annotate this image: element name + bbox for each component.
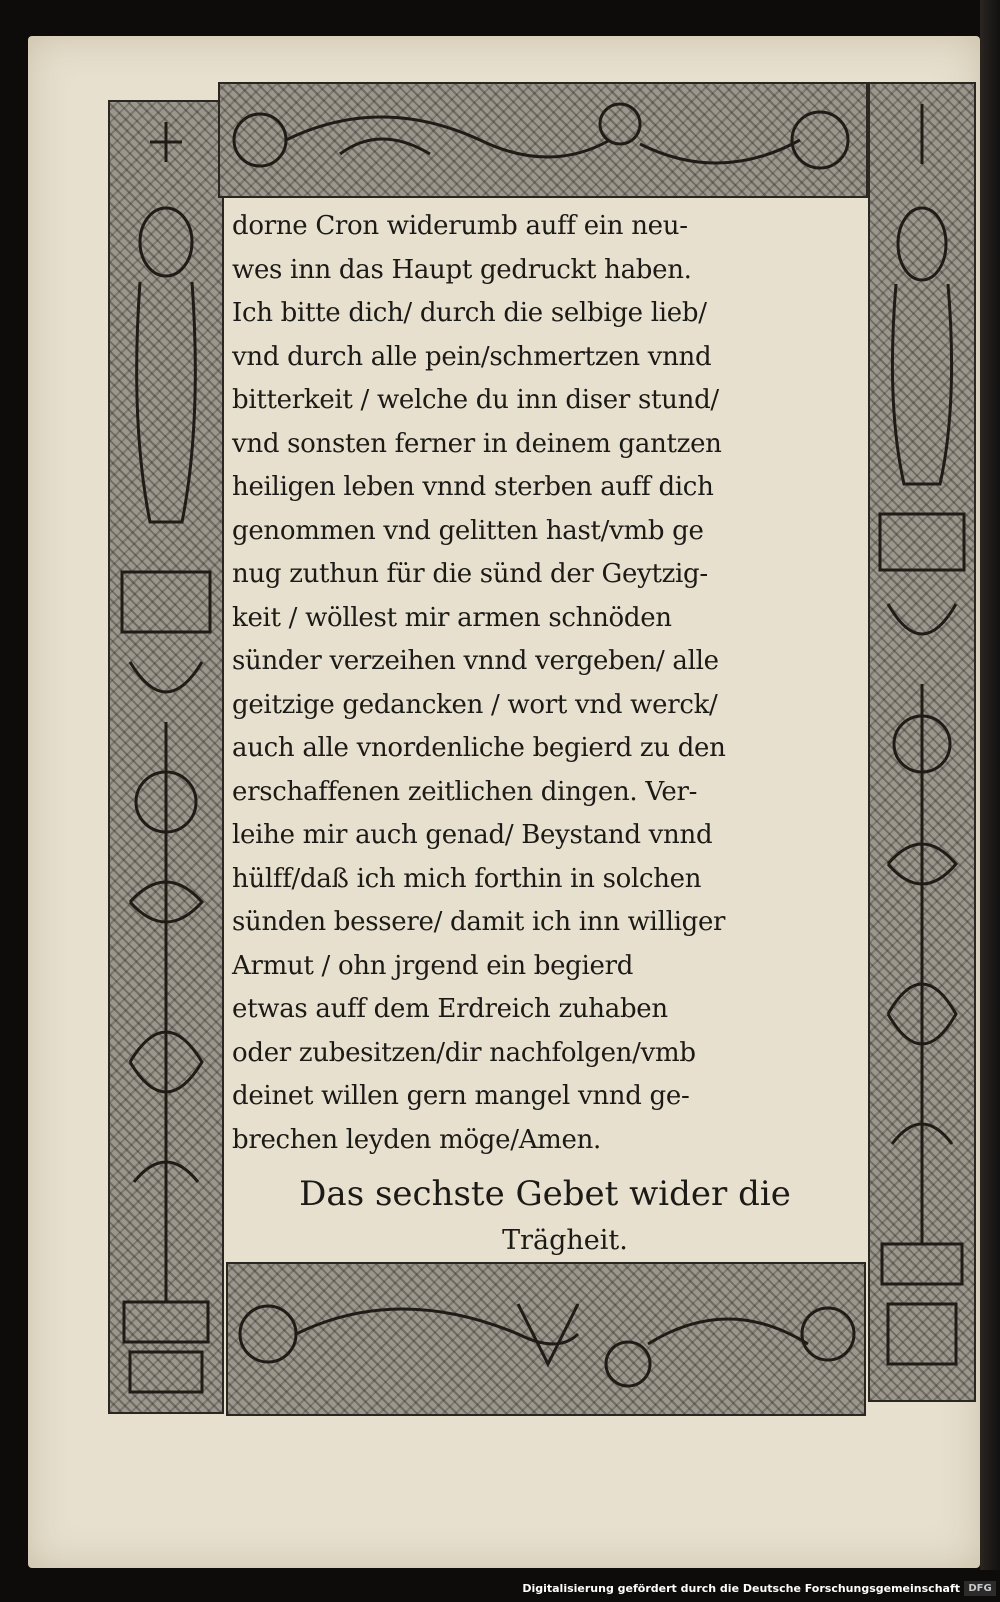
top-border-ornament: [220, 84, 866, 196]
text-line: auch alle vnordenliche begierd zu den: [232, 733, 726, 763]
right-woodcut-border: [868, 82, 976, 1402]
text-line: dorne Cron widerumb auff ein neu-: [232, 211, 688, 241]
text-line: deinet willen gern mangel vnnd ge-: [232, 1081, 690, 1111]
section-heading: Das sechste Gebet wider die: [299, 1174, 791, 1214]
footer-credit: Digitalisierung gefördert durch die Deutsche Forschungsgemeinschaft: [522, 1582, 960, 1595]
left-border-ornament: [110, 102, 222, 1412]
text-line: nug zuthun für die sünd der Geytzig-: [232, 559, 708, 589]
text-line: geitzige gedancken / wort vnd werck/: [232, 689, 718, 720]
text-line: vnd sonsten ferner in deinem gantzen: [232, 428, 722, 459]
text-line: genommen vnd gelitten hast/vmb ge: [232, 515, 704, 546]
bottom-border-ornament: [228, 1264, 864, 1414]
text-line: heiligen leben vnnd sterben auff dich: [232, 472, 714, 502]
text-line: hülff/daß ich mich forthin in solchen: [232, 863, 702, 894]
text-line: keit / wöllest mir armen schnöden: [232, 602, 672, 633]
left-woodcut-border: [108, 100, 224, 1414]
text-line: brechen leyden möge/Amen.: [232, 1124, 602, 1155]
book-edge: [980, 0, 1000, 1570]
text-line: vnd durch alle pein/schmertzen vnnd: [232, 341, 712, 372]
text-line: bitterkeit / welche du inn diser stund/: [232, 385, 719, 415]
text-line: leihe mir auch genad/ Beystand vnnd: [232, 820, 713, 850]
section-heading-continuation: Trägheit.: [502, 1225, 628, 1256]
text-line: oder zubesitzen/dir nachfolgen/vmb: [232, 1037, 696, 1068]
text-line: Armut / ohn jrgend ein begierd: [232, 950, 634, 981]
text-line: sünden bessere/ damit ich inn williger: [232, 907, 726, 937]
text-line: Ich bitte dich/ durch die selbige lieb/: [232, 298, 707, 328]
prayer-text: [232, 205, 858, 1262]
dfg-logo-icon: DFG: [964, 1581, 996, 1596]
text-line: wes inn das Haupt gedruckt haben.: [232, 254, 692, 285]
text-line: etwas auff dem Erdreich zuhaben: [232, 994, 668, 1024]
top-woodcut-border: [218, 82, 868, 198]
bottom-woodcut-border: [226, 1262, 866, 1416]
text-line: erschaffenen zeitlichen dingen. Ver-: [232, 776, 698, 807]
text-line: sünder verzeihen vnnd vergeben/ alle: [232, 646, 719, 676]
digitization-footer: [0, 1578, 1000, 1602]
right-border-ornament: [870, 84, 974, 1400]
